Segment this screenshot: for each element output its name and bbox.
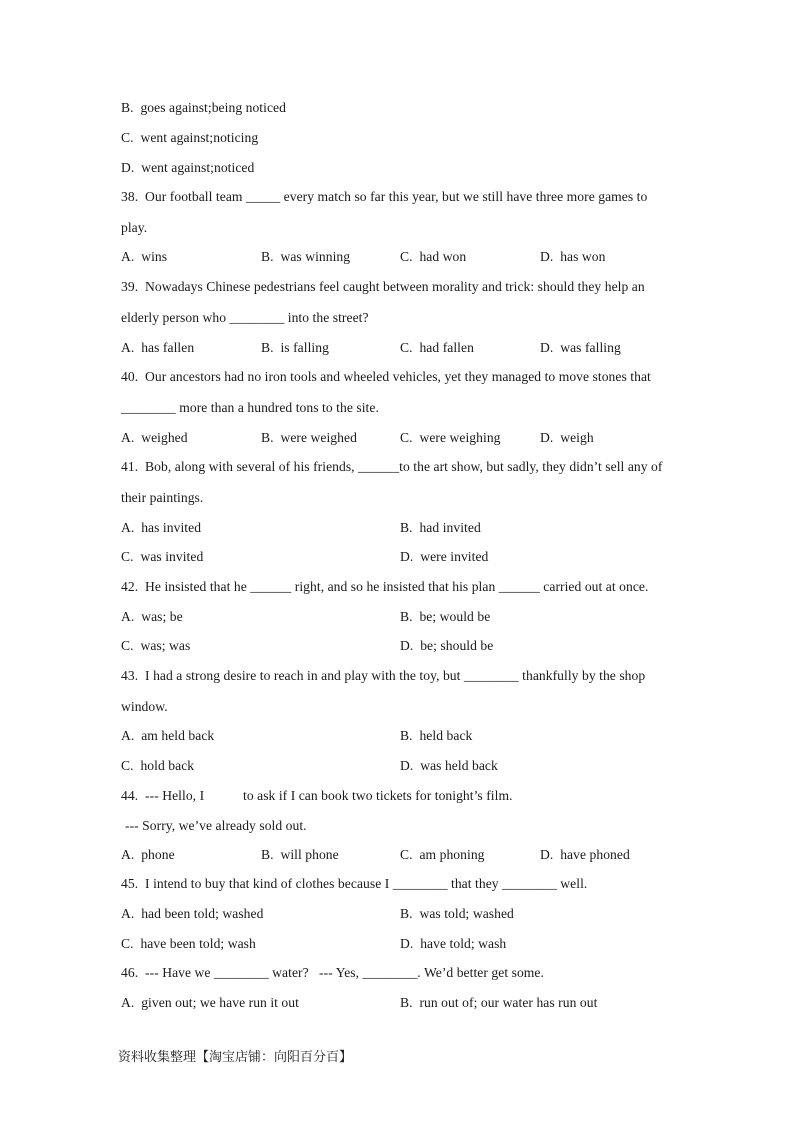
question-44-stem: 44. --- Hello, I bbox=[121, 788, 205, 803]
option-41-d: D. were invited bbox=[400, 549, 489, 564]
option-38-c: C. had won bbox=[400, 249, 467, 264]
option-46-b: B. run out of; our water has run out bbox=[400, 995, 598, 1010]
question-41-stem: 41. Bob, along with several of his friends, ______to the art show, but sadly, they didn’t sell any of bbox=[121, 459, 663, 474]
option-46-a: A. given out; we have run it out bbox=[121, 995, 299, 1010]
option-38-b: B. was winning bbox=[261, 249, 351, 264]
option-45-d: D. have told; wash bbox=[400, 936, 507, 951]
option-44-c: C. am phoning bbox=[400, 847, 485, 862]
option-45-c: C. have been told; wash bbox=[121, 936, 256, 951]
option-44-b: B. will phone bbox=[261, 847, 339, 862]
question-46-stem: 46. --- Have we ________ water? --- Yes, ________. We’d better get some. bbox=[121, 965, 544, 980]
option-40-d: D. weigh bbox=[540, 430, 594, 445]
option-38-d: D. has won bbox=[540, 249, 606, 264]
option-45-a: A. had been told; washed bbox=[121, 906, 264, 921]
option-42-c: C. was; was bbox=[121, 638, 191, 653]
option-37-c: C. went against;noticing bbox=[121, 130, 259, 145]
option-40-b: B. were weighed bbox=[261, 430, 357, 445]
option-44-a: A. phone bbox=[121, 847, 175, 862]
option-41-c: C. was invited bbox=[121, 549, 204, 564]
option-41-a: A. has invited bbox=[121, 520, 202, 535]
question-39-stem: 39. Nowadays Chinese pedestrians feel caught between morality and trick: should they help an bbox=[121, 279, 645, 294]
option-39-c: C. had fallen bbox=[400, 340, 474, 355]
question-43-stem: 43. I had a strong desire to reach in and play with the toy, but ________ thankfully by the shop bbox=[121, 668, 646, 683]
option-37-d: D. went against;noticed bbox=[121, 160, 255, 175]
question-38-stem-cont: play. bbox=[121, 220, 148, 235]
option-39-b: B. is falling bbox=[261, 340, 329, 355]
option-43-d: D. was held back bbox=[400, 758, 498, 773]
option-39-a: A. has fallen bbox=[121, 340, 195, 355]
option-42-d: D. be; should be bbox=[400, 638, 494, 653]
question-45-stem: 45. I intend to buy that kind of clothes because I ________ that they ________ well. bbox=[121, 876, 588, 891]
page-footer: 资料收集整理【淘宝店铺：向阳百分百】 bbox=[118, 1050, 353, 1065]
option-38-a: A. wins bbox=[121, 249, 168, 264]
question-44-stem-rest: to ask if I can book two tickets for tonight’s film. bbox=[243, 788, 513, 803]
question-41-stem-cont: their paintings. bbox=[121, 490, 204, 505]
option-43-b: B. held back bbox=[400, 728, 473, 743]
question-39-stem-cont: elderly person who ________ into the street? bbox=[121, 310, 369, 325]
option-42-a: A. was; be bbox=[121, 609, 183, 624]
question-44-reply: --- Sorry, we’ve already sold out. bbox=[125, 818, 307, 833]
question-43-stem-cont: window. bbox=[121, 699, 168, 714]
option-45-b: B. was told; washed bbox=[400, 906, 514, 921]
option-43-c: C. hold back bbox=[121, 758, 195, 773]
option-39-d: D. was falling bbox=[540, 340, 621, 355]
option-37-b: B. goes against;being noticed bbox=[121, 100, 286, 115]
option-43-a: A. am held back bbox=[121, 728, 215, 743]
option-40-a: A. weighed bbox=[121, 430, 188, 445]
option-44-d: D. have phoned bbox=[540, 847, 630, 862]
question-38-stem: 38. Our football team _____ every match so far this year, but we still have three more games to bbox=[121, 189, 648, 204]
question-40-stem-cont: ________ more than a hundred tons to the site. bbox=[121, 400, 379, 415]
option-42-b: B. be; would be bbox=[400, 609, 491, 624]
option-41-b: B. had invited bbox=[400, 520, 481, 535]
option-40-c: C. were weighing bbox=[400, 430, 501, 445]
question-42-stem: 42. He insisted that he ______ right, and so he insisted that his plan ______ carried out at once. bbox=[121, 579, 649, 594]
question-40-stem: 40. Our ancestors had no iron tools and wheeled vehicles, yet they managed to move stones that bbox=[121, 369, 651, 384]
